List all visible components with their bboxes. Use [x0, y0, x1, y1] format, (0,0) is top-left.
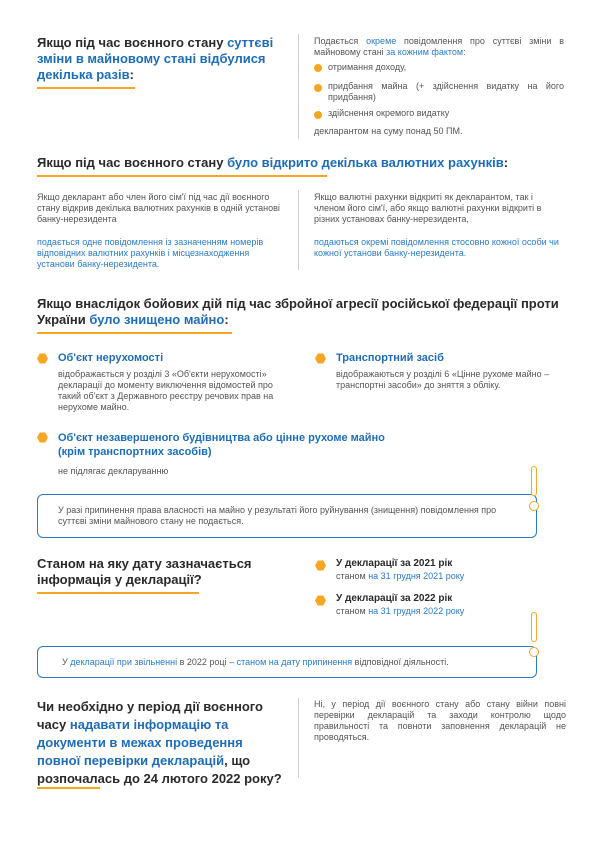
s2-left-result: подається одне повідомлення із зазначенням номерів відповідних валютних рахунків і місцезнаходження установи банку-нерезидента.: [37, 237, 264, 269]
s2-left-text: Якщо декларант або член його сім'ї під час дії воєнного стану відкрив декілька валютних рахунків в одній установі банку-нерезидента: [37, 192, 280, 224]
bullet-dot-icon: [314, 64, 322, 72]
s4-d2-title: У декларації за 2022 рік: [336, 593, 453, 604]
s5-title: Чи необхідно у період дії воєнного часу надавати інформацію та документи в межах проведення повної перевірки декларацій, що розпочалась до 24 лютого 2022 року?: [37, 699, 282, 786]
exclamation-icon: [528, 612, 542, 660]
s4-title-underline: [37, 592, 199, 594]
s1-title-underline: [37, 87, 135, 89]
s5-title-underline: [37, 787, 100, 789]
s3-callout-text: У разі припинення права власності на майно у результаті його руйнування (знищення) повідомлення про суттєві зміни майнового стану не подається.: [58, 505, 497, 526]
s4-d1-text: станом на 31 грудня 2021 року: [336, 571, 465, 581]
s3-b2-text: відображаються у розділі 6 «Цінне рухоме майно – транспортні засоби» до зняття з обліку.: [336, 369, 550, 390]
s3-b1-title: Об'єкт нерухомості: [58, 352, 164, 364]
hexagon-bullet-icon: [315, 560, 326, 571]
s1-intro: Подається окреме повідомлення про суттєві зміни в майновому стані за кожним фактом:: [314, 36, 564, 57]
s3-title: Якщо внаслідок бойових дій під час збройної агресії російської федерації проти України було знищено майно:: [37, 296, 559, 327]
hexagon-bullet-icon: [37, 432, 48, 443]
s1-item-3: здійснення окремого видатку: [328, 108, 450, 118]
s2-title: Якщо під час воєнного стану було відкрито декілька валютних рахунків:: [37, 155, 509, 170]
hexagon-bullet-icon: [315, 353, 326, 364]
bullet-dot-icon: [314, 111, 322, 119]
s4-d1-title: У декларації за 2021 рік: [336, 558, 453, 569]
s2-divider: [298, 190, 299, 270]
s1-item-2: придбання майна (+ здійснення видатку на його придбання): [328, 81, 564, 102]
s2-title-underline: [37, 175, 327, 177]
s4-d2-text: станом на 31 грудня 2022 року: [336, 606, 465, 616]
s2-right-result: подаються окремі повідомлення стосовно кожної особи чи кожної установи банку-нерезидента.: [314, 237, 559, 258]
s4-callout-text: У декларації при звільненні в 2022 році – станом на дату припинення відповідної діяльності.: [62, 657, 449, 667]
s5-divider: [298, 698, 299, 778]
s5-answer: Ні, у період дії воєнного стану або стану війни повні перевірки декларацій та заходи контролю щодо правильності та повноти заповнення декларацій не проводяться.: [314, 699, 566, 742]
bullet-dot-icon: [314, 84, 322, 92]
s1-footer: декларантом на суму понад 50 ПМ.: [314, 126, 463, 136]
s3-b2-title: Транспортний засіб: [336, 352, 444, 364]
s3-b1-text: відображається у розділі 3 «Об'єкти нерухомості» декларації до моменту виключення відомостей про такий об'єкт з Державного реєстру речових прав на нерухоме майно.: [58, 369, 274, 412]
s1-item-1: отримання доходу,: [328, 62, 407, 72]
s2-right-text: Якщо валютні рахунки відкриті як декларантом, так і членом його сім'ї, або якщо валютні рахунки відкриті в різних установах банку-нерезидента,: [314, 192, 542, 224]
s3-b3-text: не підлягає декларуванню: [58, 466, 169, 476]
s1-divider: [298, 34, 299, 139]
s3-title-underline: [37, 332, 232, 334]
s3-b3-title: Об'єкт незавершеного будівництва або цінне рухоме майно (крім транспортних засобів): [58, 432, 385, 458]
hexagon-bullet-icon: [315, 595, 326, 606]
s4-title: Станом на яку дату зазначається інформація у декларації?: [37, 556, 252, 587]
hexagon-bullet-icon: [37, 353, 48, 364]
exclamation-icon: [528, 466, 542, 514]
s1-title: Якщо під час воєнного стану суттєві зміни в майновому стані відбулися декілька разів:: [37, 35, 274, 82]
